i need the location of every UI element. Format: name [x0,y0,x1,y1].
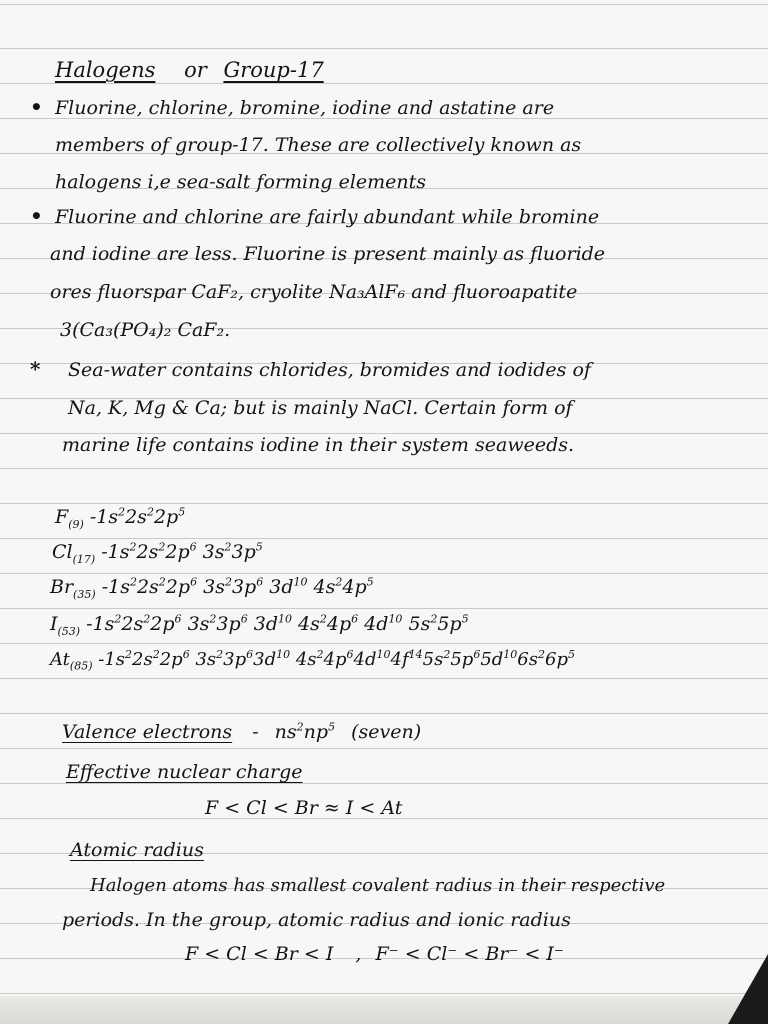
orbital-electrons: 5 [461,612,469,626]
orbital: 6s [517,649,538,670]
orbital-electrons: 2 [319,612,327,626]
orbital: 2s [136,576,159,598]
config-iodine [50,612,469,636]
orbital: 2p [165,576,191,598]
valence-label: Valence electrons [62,721,233,743]
para2-line2: and iodine are less. Fluorine is present mainly as fluoride [50,243,606,265]
orbital: 3s [196,541,225,563]
orbital-electrons: 2 [216,648,224,661]
atomic-number: (35) [73,587,96,601]
element-symbol: I [50,613,58,635]
valence-dash: - [252,721,259,743]
bullet-2: • [30,204,43,228]
orbital: 3s [189,649,217,670]
bullet-1: • [30,95,43,119]
orbital-electrons: 6 [473,648,481,661]
orbital-electrons: 2 [114,612,122,626]
orbital: 4p [323,649,347,670]
orbital: 3p [231,576,257,598]
config-astatine [50,648,575,672]
element-symbol: At [50,649,70,670]
orbital: 4p [342,576,367,598]
radius-order-atomic: F < Cl < Br < I [185,943,334,965]
orbital-electrons: 6 [256,575,264,589]
element-symbol: Cl [52,541,73,563]
radius-orders [185,942,564,966]
para2-line1: Fluorine and chlorine are fairly abundant while bromine [55,206,600,228]
orbital-electrons: 6 [240,612,248,626]
title-joiner: or [184,58,207,82]
atomic-number: (53) [57,624,81,638]
orbital: 2p [150,613,175,635]
valence-formula: $ns^2np^5$ [274,720,336,743]
orbital-electrons: 2 [158,575,166,589]
orbital-electrons: 2 [335,575,343,589]
config-fluorine [55,505,185,529]
orbital-electrons: 2 [152,648,160,661]
orbital: -1s [86,613,115,635]
orbital-electrons: 6 [246,648,254,661]
radius-sep: , [355,943,362,965]
element-symbol: F [55,506,69,528]
config-chlorine [52,540,263,564]
orbital: 3d [247,613,278,635]
radius-label: Atomic radius [70,839,204,861]
enc-label: Effective nuclear charge [66,761,303,783]
radius-line2: periods. In the group, atomic radius and ionic radius [62,909,571,931]
para2-line4: 3(Ca₃(PO₄)₂ CaF₂. [60,319,231,341]
orbital: 4d [353,649,377,670]
valence-note: (seven) [351,721,422,743]
orbital: -1s [89,506,119,528]
para1-line2: members of group-17. These are collectively known as [55,134,582,156]
orbital-electrons: 5 [567,648,575,661]
title-main: Halogens [55,58,156,82]
orbital: 2p [165,541,190,563]
orbital-electrons: 2 [224,540,232,554]
orbital: 4d [358,613,389,635]
orbital-electrons: 2 [209,612,217,626]
orbital-electrons: 2 [143,612,151,626]
orbital: -1s [98,649,126,670]
orbital: -1s [101,576,130,598]
orbital-electrons: 2 [443,648,451,661]
page-corner-shadow [728,954,768,1024]
orbital: 6p [545,649,568,670]
orbital: 2s [125,506,147,528]
orbital: 3s [197,576,225,598]
orbital-electrons: 5 [366,575,374,589]
orbital-electrons: 2 [118,505,126,519]
orbital: 2p [153,506,179,528]
orbital-electrons: 2 [538,648,545,661]
page-bottom-edge [0,996,768,1024]
para2-line3: ores fluorspar CaF₂, cryolite Na₃AlF₆ and fluoroapatite [50,281,578,303]
orbital-electrons: 6 [190,575,198,589]
orbital: 3p [216,613,241,635]
orbital-electrons: 2 [146,505,154,519]
orbital-electrons: 2 [125,648,133,661]
orbital-electrons: 5 [255,540,263,554]
radius-line1: Halogen atoms has smallest covalent radius in their respective [90,875,666,896]
orbital: 3s [181,613,210,635]
orbital-electrons: 2 [430,612,438,626]
radius-order-ionic: F⁻ < Cl⁻ < Br⁻ < I⁻ [375,943,564,965]
orbital-electrons: 6 [346,648,354,661]
enc-order: F < Cl < Br ≈ I < At [205,797,403,819]
orbital: 3d [253,649,277,670]
orbital: 3p [223,649,247,670]
orbital: 5d [480,649,504,670]
orbital: 2p [159,649,183,670]
orbital-electrons: 10 [388,612,403,626]
orbital-electrons: 5 [178,505,186,519]
orbital-electrons: 6 [351,612,359,626]
orbital: 3d [263,576,294,598]
orbital: 3p [231,541,256,563]
orbital: 4p [326,613,352,635]
orbital: 2s [121,613,144,635]
orbital-electrons: 2 [158,540,166,554]
orbital: 5p [450,649,474,670]
para3-line3: marine life contains iodine in their system seaweeds. [62,434,575,456]
para3-line1: Sea-water contains chlorides, bromides and iodides of [68,359,591,381]
orbital: 5s [422,649,444,670]
orbital-electrons: 10 [277,612,292,626]
para1-line1: Fluorine, chlorine, bromine, iodine and astatine are [55,97,555,119]
orbital-electrons: 6 [182,648,190,661]
orbital-electrons: 10 [293,575,308,589]
config-bromine [50,575,374,599]
orbital: -1s [101,541,130,563]
valence-row [62,720,421,744]
orbital-electrons: 14 [408,648,423,661]
orbital: 2s [136,541,159,563]
orbital-electrons: 2 [129,540,137,554]
orbital: 4f [390,649,409,670]
orbital-electrons: 2 [129,575,137,589]
orbital: 4s [307,576,336,598]
orbital-electrons: 10 [276,648,291,661]
page-title [55,58,324,82]
para1-line3: halogens i,e sea-salt forming elements [55,171,427,193]
orbital-electrons: 2 [224,575,232,589]
orbital-electrons: 10 [503,648,518,661]
orbital: 4s [290,649,317,670]
atomic-number: (85) [69,659,93,673]
orbital-electrons: 2 [316,648,324,661]
orbital: 4s [291,613,320,635]
orbital-electrons: 6 [189,540,197,554]
title-group: Group-17 [223,58,324,82]
orbital: 2s [132,649,153,670]
element-symbol: Br [50,576,74,598]
para3-line2: Na, K, Mg & Ca; but is mainly NaCl. Certain form of [68,397,573,419]
atomic-number: (17) [72,552,96,566]
orbital-electrons: 6 [174,612,182,626]
atomic-number: (9) [68,517,84,531]
bullet-3: * [30,357,41,381]
orbital: 5s [402,613,431,635]
orbital-electrons: 10 [376,648,391,661]
orbital: 5p [437,613,462,635]
